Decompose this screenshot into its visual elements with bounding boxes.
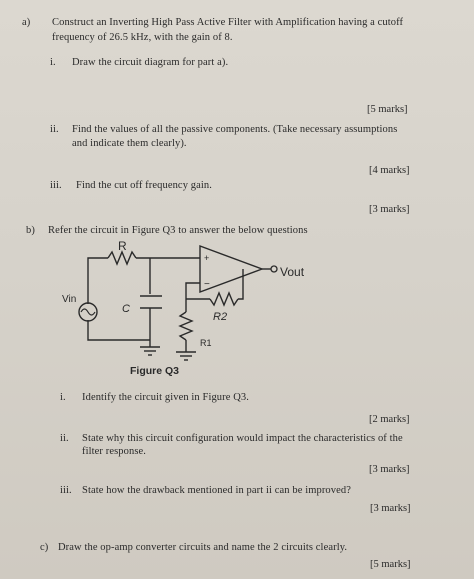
qa-item1-marks: [5 marks] xyxy=(367,104,408,115)
resistor-r2 xyxy=(210,293,238,305)
qa-item1-text: Draw the circuit diagram for part a). xyxy=(72,57,229,68)
question-a-line2: frequency of 26.5 kHz, with the gain of 8. xyxy=(52,32,233,43)
figure-caption: Figure Q3 xyxy=(130,365,180,377)
label-minus: − xyxy=(204,279,210,290)
qb-item2-num: ii. xyxy=(60,433,69,444)
qb-item3-marks: [3 marks] xyxy=(370,503,411,514)
source-sine-icon xyxy=(81,309,95,315)
question-a-label: a) xyxy=(22,17,31,28)
qb-item1-num: i. xyxy=(60,392,66,403)
label-plus: + xyxy=(204,253,210,263)
label-c: C xyxy=(122,303,130,315)
qb-item1-marks: [2 marks] xyxy=(369,414,410,425)
question-a-line1: Construct an Inverting High Pass Active Filter with Amplification having a cutoff xyxy=(52,17,404,28)
resistor-r xyxy=(108,252,136,264)
wire-feedback xyxy=(238,269,243,299)
output-terminal xyxy=(271,266,277,272)
qa-item3-text: Find the cut off frequency gain. xyxy=(76,180,212,191)
qb-item2-text2: filter response. xyxy=(82,446,146,457)
qa-item2-text1: Find the values of all the passive components. (Take necessary assumptions xyxy=(72,124,398,135)
qb-item1-text: Identify the circuit given in Figure Q3. xyxy=(82,392,250,403)
question-c-text: Draw the op-amp converter circuits and name the 2 circuits clearly. xyxy=(58,542,348,553)
question-c-label: c) xyxy=(40,542,49,553)
resistor-r1 xyxy=(180,312,192,340)
qa-item1-num: i. xyxy=(50,57,56,68)
qa-item2-marks: [4 marks] xyxy=(369,165,410,176)
label-r: R xyxy=(118,239,127,253)
wire-inverting-input xyxy=(186,283,200,312)
qb-item2-marks: [3 marks] xyxy=(369,464,410,475)
qa-item2-num: ii. xyxy=(50,124,59,135)
label-r1: R1 xyxy=(200,338,212,348)
wire-input-top xyxy=(88,258,108,304)
qc-marks: [5 marks] xyxy=(370,559,411,570)
question-b-text: Refer the circuit in Figure Q3 to answer the below questions xyxy=(48,225,308,236)
label-vout: Vout xyxy=(280,265,305,279)
label-vin: Vin xyxy=(62,294,77,305)
question-b-label: b) xyxy=(26,225,35,236)
qa-item3-num: iii. xyxy=(50,180,62,191)
qb-item3-num: iii. xyxy=(60,485,72,496)
qb-item3-text: State how the drawback mentioned in part ii can be improved? xyxy=(82,485,351,496)
qb-item2-text1: State why this circuit configuration would impact the characteristics of the xyxy=(82,433,403,444)
wire-source-ground xyxy=(88,320,150,340)
qa-item3-marks: [3 marks] xyxy=(369,204,410,215)
label-r2: R2 xyxy=(213,311,228,323)
qa-item2-text2: and indicate them clearly). xyxy=(72,138,187,149)
